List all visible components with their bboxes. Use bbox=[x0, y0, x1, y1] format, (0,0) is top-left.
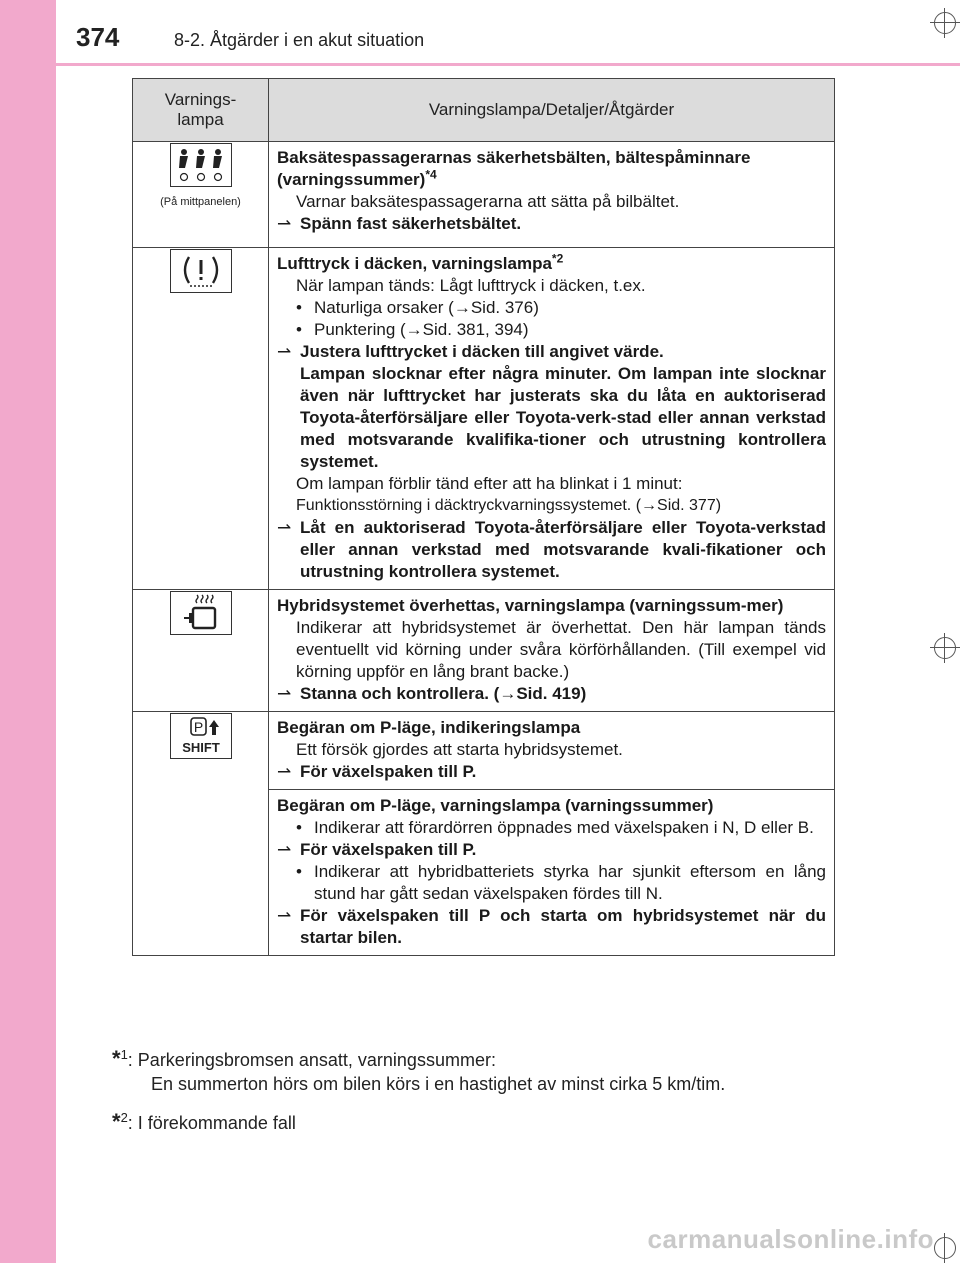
bullet-icon: • bbox=[296, 320, 302, 339]
bullet-icon: • bbox=[296, 862, 302, 881]
column-header-details: Varningslampa/Detaljer/Åtgärder bbox=[269, 79, 835, 142]
footnotes bbox=[112, 1047, 725, 1135]
tire-pressure-warning-icon bbox=[170, 249, 232, 293]
page-ref-link[interactable]: Sid. 376) bbox=[470, 298, 539, 317]
page-number: 374 bbox=[76, 22, 120, 52]
hybrid-system-overheat-icon bbox=[170, 591, 232, 635]
page-ref-link[interactable]: Sid. 419) bbox=[516, 684, 587, 703]
action-line bbox=[277, 341, 826, 363]
table-row bbox=[133, 142, 835, 248]
action-line bbox=[277, 517, 826, 583]
side-color-strip bbox=[0, 0, 56, 1263]
lamp-title-text: Baksätespassagerarnas säkerhetsbälten, bältespåminnare (varningssummer) bbox=[277, 148, 751, 189]
watermark: carmanualsonline.info bbox=[647, 1224, 934, 1254]
arrow-right-icon: ⇀ bbox=[277, 762, 292, 781]
details-cell bbox=[269, 142, 835, 248]
arrow-ref-icon: → bbox=[641, 497, 658, 514]
action-line bbox=[277, 683, 826, 705]
page-ref-link[interactable]: Sid. 381, 394) bbox=[422, 320, 529, 339]
lamp-title: Hybridsystemet överhettas, varningslampa (varningssum-mer) bbox=[277, 596, 784, 615]
list-item-text: Punktering ( bbox=[314, 320, 406, 339]
arrow-ref-icon: → bbox=[453, 298, 471, 317]
column-header-lamp-line2: lampa bbox=[177, 110, 224, 129]
arrow-right-icon: ⇀ bbox=[277, 906, 292, 925]
footnote-1 bbox=[112, 1047, 725, 1072]
footnote-number: 1 bbox=[120, 1047, 128, 1062]
lamp-title-text: Lufttryck i däcken, varningslampa bbox=[277, 254, 552, 273]
list-item bbox=[277, 861, 826, 905]
arrow-right-icon: ⇀ bbox=[277, 214, 292, 233]
action-text: För växelspaken till P och starta om hybridsystemet när du startar bilen. bbox=[300, 906, 826, 947]
table-row bbox=[133, 712, 835, 790]
lamp-description: Ett försök gjordes att starta hybridsystemet. bbox=[296, 740, 623, 759]
lamp-title: Begäran om P-läge, varningslampa (varningssummer) bbox=[277, 796, 714, 815]
bullet-icon: • bbox=[296, 818, 302, 837]
arrow-ref-icon: → bbox=[499, 684, 517, 703]
details-cell bbox=[269, 248, 835, 590]
action-line bbox=[277, 213, 826, 235]
shift-label: SHIFT bbox=[181, 740, 220, 755]
footnote-2 bbox=[112, 1110, 725, 1135]
action-line bbox=[277, 761, 826, 783]
lamp-description: Indikerar att hybridsystemet är överhettat. Den här lampan tänds eventuellt vid körning under svåra körförhållanden. (Till exempel vid körning uppför en lång brant backe.) bbox=[296, 618, 826, 681]
list-item bbox=[277, 319, 826, 341]
footnote-number: 2 bbox=[120, 1110, 128, 1125]
lamp-description: Varnar baksätespassagerarna att sätta på bilbältet. bbox=[296, 192, 680, 211]
bullet-icon: • bbox=[296, 298, 302, 317]
action-continued: Lampan slocknar efter några minuter. Om lampan inte slocknar även när lufttrycket har justerats ska du låta en auktoriserad Toyota-återförsäljare eller Toyota-verk-stad eller annan verkstad med motsvarande kvalifika-tioner och utrustning kontrollera systemet. bbox=[300, 364, 826, 471]
footnote-ref: *4 bbox=[425, 167, 437, 182]
lamp-title bbox=[277, 253, 826, 275]
lamp-title: Begäran om P-läge, indikeringslampa bbox=[277, 718, 581, 737]
arrow-ref-icon: → bbox=[405, 320, 423, 339]
list-item-text: Indikerar att hybridbatteriets styrka har sjunkit eftersom en lång stund har gått sedan växelspaken fördes till N. bbox=[314, 862, 826, 903]
description-text: Funktionsstörning i däcktryckvarningssystemet. ( bbox=[296, 497, 642, 514]
list-item-text: Indikerar att förardörren öppnades med växelspaken i N, D eller B. bbox=[314, 818, 814, 837]
footnote-mark: * bbox=[112, 1109, 121, 1134]
section-title: 8-2. Åtgärder i en akut situation bbox=[174, 30, 425, 50]
action-line bbox=[277, 839, 826, 861]
table-header-row bbox=[133, 79, 835, 142]
list-item-text: Naturliga orsaker ( bbox=[314, 298, 454, 317]
footnote-mark: * bbox=[112, 1046, 121, 1071]
arrow-right-icon: ⇀ bbox=[277, 840, 292, 859]
lamp-cell bbox=[133, 248, 269, 590]
arrow-right-icon: ⇀ bbox=[277, 342, 292, 361]
lamp-cell bbox=[133, 590, 269, 712]
table-row bbox=[133, 590, 835, 712]
lamp-description bbox=[277, 495, 826, 517]
action-text: Justera lufttrycket i däcken till angivet värde. bbox=[300, 342, 664, 361]
footnote-ref: *2 bbox=[551, 251, 564, 266]
details-cell bbox=[269, 790, 835, 956]
lamp-cell bbox=[133, 142, 269, 248]
header-rule bbox=[56, 63, 960, 66]
column-header-lamp bbox=[133, 79, 269, 142]
icon-caption: (På mittpanelen) bbox=[160, 196, 241, 208]
action-text: Stanna och kontrollera. ( bbox=[300, 684, 500, 703]
lamp-description: När lampan tänds: Lågt lufttryck i däcken, t.ex. bbox=[296, 276, 646, 295]
action-text: Spänn fast säkerhetsbältet. bbox=[300, 214, 522, 233]
arrow-right-icon: ⇀ bbox=[277, 684, 292, 703]
arrow-right-icon: ⇀ bbox=[277, 518, 292, 537]
list-item bbox=[277, 297, 826, 319]
p-letter: P bbox=[193, 719, 203, 735]
details-cell bbox=[269, 712, 835, 790]
lamp-description: Om lampan förblir tänd efter att ha blinkat i 1 minut: bbox=[296, 474, 683, 493]
action-line bbox=[277, 905, 826, 949]
action-text: För växelspaken till P. bbox=[300, 840, 477, 859]
warning-lamp-table bbox=[132, 78, 835, 956]
lamp-title bbox=[277, 147, 826, 191]
page-ref-link[interactable]: Sid. 377) bbox=[657, 497, 722, 514]
list-item bbox=[277, 817, 826, 839]
footnote-text: : I förekommande fall bbox=[127, 1113, 296, 1133]
p-shift-icon bbox=[170, 713, 232, 759]
footnote-1-continued: En summerton hörs om bilen körs i en hastighet av minst cirka 5 km/tim. bbox=[151, 1074, 726, 1094]
action-text: Låt en auktoriserad Toyota-återförsäljare eller Toyota-verkstad eller annan verkstad med motsvarande kvali-fikationer och utrustning kontrollera systemet. bbox=[300, 518, 826, 581]
details-cell bbox=[269, 590, 835, 712]
action-text: För växelspaken till P. bbox=[300, 762, 477, 781]
table-row bbox=[133, 248, 835, 590]
lamp-cell bbox=[133, 712, 269, 956]
footnote-text: : Parkeringsbromsen ansatt, varningssummer: bbox=[127, 1050, 496, 1070]
rear-seatbelt-reminder-icon bbox=[170, 143, 232, 187]
column-header-lamp-line1: Varnings- bbox=[164, 90, 237, 109]
